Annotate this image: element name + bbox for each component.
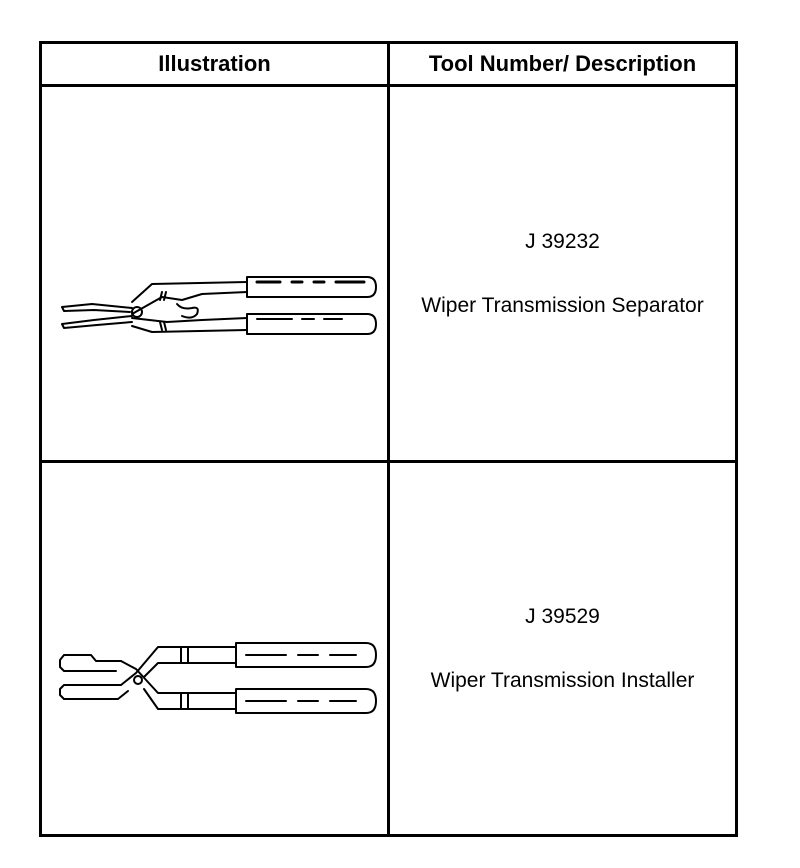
description-cell xyxy=(390,87,735,460)
installer-pliers-icon xyxy=(56,613,386,723)
header-illustration: Illustration xyxy=(158,51,271,76)
tool-number: J 39232 xyxy=(525,229,600,253)
illustration-cell xyxy=(42,463,387,834)
header-description: Tool Number/ Description xyxy=(428,51,697,76)
separator-pliers-icon xyxy=(52,222,382,342)
tool-description: Wiper Transmission Separator xyxy=(421,293,704,317)
tool-table xyxy=(39,41,738,837)
tool-description: Wiper Transmission Installer xyxy=(430,668,695,692)
description-cell xyxy=(390,463,735,834)
tool-number: J 39529 xyxy=(525,604,600,628)
illustration-cell xyxy=(42,87,387,460)
